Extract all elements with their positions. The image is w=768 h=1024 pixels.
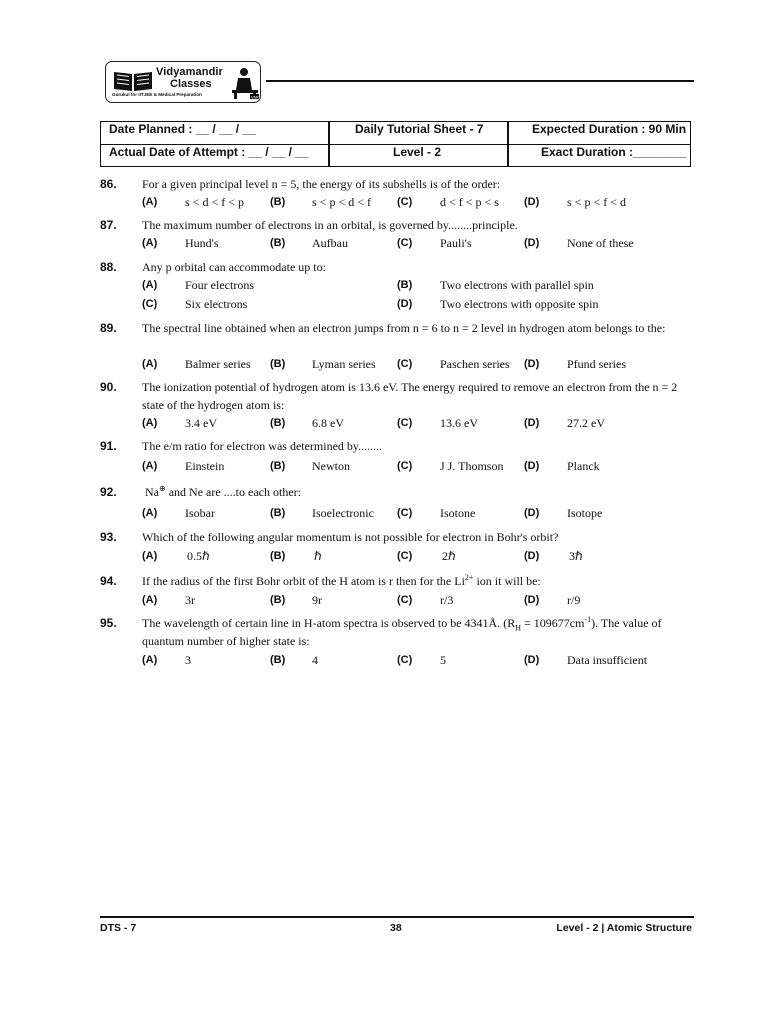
option-label: (C)	[397, 196, 413, 208]
option-text: Six electrons	[185, 297, 248, 311]
logo-tagline: Gurukul for IITJEE & Medical Preparation	[112, 92, 202, 97]
option-text: d < f < p < s	[440, 195, 499, 209]
question-text: Which of the following angular momentum is not possible for electron in Bohr's orbit?	[142, 530, 559, 544]
option-label: (A)	[142, 358, 158, 370]
sheet-title: Daily Tutorial Sheet - 7	[355, 122, 484, 136]
option-label: (D)	[524, 417, 540, 429]
option-text: Aufbau	[312, 236, 348, 250]
expected-duration: Expected Duration : 90 Min	[532, 122, 687, 136]
table-divider	[507, 122, 509, 166]
option-label: (B)	[270, 594, 286, 606]
option-label: (C)	[397, 550, 413, 562]
option-text: 2ℏ	[442, 549, 456, 563]
logo-name-line1: Vidyamandir	[156, 66, 223, 78]
option-label: (B)	[270, 196, 286, 208]
option-text: Balmer series	[185, 357, 251, 371]
option-text: Pfund series	[567, 357, 626, 371]
page-number: 38	[390, 922, 402, 934]
header-rule	[266, 80, 694, 82]
option-label: (A)	[142, 594, 158, 606]
option-label: (B)	[270, 550, 286, 562]
option-label: (A)	[142, 417, 158, 429]
option-label: (A)	[142, 507, 158, 519]
option-label: (D)	[524, 358, 540, 370]
option-text: Einstein	[185, 459, 225, 473]
option-text: 3	[185, 653, 191, 667]
footer-rule	[100, 916, 694, 918]
option-text: 3r	[185, 593, 195, 607]
option-text: None of these	[567, 236, 634, 250]
question-number: 93.	[100, 530, 117, 544]
option-text: Isobar	[185, 506, 215, 520]
option-label: (C)	[397, 417, 413, 429]
option-text: Two electrons with opposite spin	[440, 297, 599, 311]
question-number: 88.	[100, 260, 117, 274]
option-text: Isotone	[440, 506, 476, 520]
option-text: Two electrons with parallel spin	[440, 278, 594, 292]
option-label: (D)	[397, 298, 413, 310]
option-text: Lyman series	[312, 357, 376, 371]
option-label: (B)	[270, 358, 286, 370]
question-number: 94.	[100, 574, 117, 588]
option-label: (C)	[397, 594, 413, 606]
question-number: 90.	[100, 380, 117, 394]
option-text: 0.5ℏ	[187, 549, 210, 563]
option-text: 9r	[312, 593, 322, 607]
option-text: 13.6 eV	[440, 416, 478, 430]
option-text: Planck	[567, 459, 600, 473]
option-text: 5	[440, 653, 446, 667]
option-label: (D)	[524, 196, 540, 208]
option-label: (B)	[270, 460, 286, 472]
option-text: 6.8 eV	[312, 416, 344, 430]
option-label: (D)	[524, 237, 540, 249]
question-number: 89.	[100, 321, 117, 335]
option-label: (B)	[270, 417, 286, 429]
option-text: s < p < d < f	[312, 195, 371, 209]
option-label: (D)	[524, 654, 540, 666]
option-text: Four electrons	[185, 278, 254, 292]
option-text: 27.2 eV	[567, 416, 605, 430]
option-label: (B)	[270, 237, 286, 249]
option-text: Newton	[312, 459, 350, 473]
sheet-info-table	[100, 121, 691, 167]
option-text: Data insufficient	[567, 653, 648, 667]
option-text: 4	[312, 653, 318, 667]
option-label: (A)	[142, 550, 158, 562]
option-text: r/9	[567, 593, 581, 607]
question-number: 86.	[100, 177, 117, 191]
question-text: The maximum number of electrons in an orbital, is governed by........principle.	[142, 218, 518, 232]
actual-date: Actual Date of Attempt : __ / __ / __	[109, 145, 309, 159]
question-text: The spectral line obtained when an electron jumps from n = 6 to n = 2 level in hydrogen atom belongs to the:	[142, 321, 666, 335]
option-label: (B)	[397, 279, 413, 291]
question-number: 87.	[100, 218, 117, 232]
info-row-2	[101, 145, 690, 167]
question-text: The wavelength of certain line in H-atom spectra is observed to be 4341Å. $(R_H = 109677cm^{-1})$. The value of quantum number of higher state is:	[142, 615, 662, 648]
reader-figure-icon	[230, 66, 260, 100]
option-label: (C)	[142, 298, 158, 310]
question-number: 95.	[100, 616, 117, 630]
option-label: (C)	[397, 237, 413, 249]
option-text: Pauli's	[440, 236, 472, 250]
option-label: (B)	[270, 507, 286, 519]
option-text: r/3	[440, 593, 454, 607]
option-label: (D)	[524, 460, 540, 472]
question-text: The e/m ratio for electron was determined by........	[142, 439, 383, 453]
books-icon	[112, 68, 154, 92]
option-text: s < d < f < p	[185, 195, 244, 209]
question-number: 91.	[100, 439, 117, 453]
option-text: 3.4 eV	[185, 416, 217, 430]
option-label: (B)	[270, 654, 286, 666]
question-number: 92.	[100, 485, 117, 499]
footer-sheet-code: DTS - 7	[100, 922, 137, 934]
question-text: For a given principal level n = 5, the energy of its subshells is of the order:	[142, 177, 501, 191]
option-text: 3ℏ	[569, 549, 583, 563]
option-label: (D)	[524, 594, 540, 606]
option-label: (A)	[142, 237, 158, 249]
option-text: s < p < f < d	[567, 195, 626, 209]
institute-logo	[105, 61, 261, 103]
exact-duration: Exact Duration :________	[541, 145, 687, 159]
option-label: (C)	[397, 507, 413, 519]
footer-chapter: Level - 2 | Atomic Structure	[556, 922, 692, 934]
option-label: (A)	[142, 279, 158, 291]
option-label: (C)	[397, 358, 413, 370]
option-label: (A)	[142, 460, 158, 472]
question-text: Any p orbital can accommodate up to:	[142, 260, 326, 274]
date-planned: Date Planned : __ / __ / __	[109, 122, 256, 136]
option-text: ℏ	[314, 549, 322, 563]
question-text: The ionization potential of hydrogen atom is 13.6 eV. The energy required to remove an electron from the n = 2 state of the hydrogen atom is:	[142, 380, 678, 412]
option-text: Hund's	[185, 236, 219, 250]
option-text: Paschen series	[440, 357, 510, 371]
option-label: (A)	[142, 196, 158, 208]
option-label: (D)	[524, 550, 540, 562]
question-text: Na⊕ and Ne are ....to each other:	[145, 484, 301, 499]
logo-name-line2: Classes	[170, 78, 212, 90]
table-divider	[328, 122, 330, 166]
svg-text:VMC: VMC	[251, 94, 260, 100]
info-row-1	[101, 122, 690, 145]
option-text: Isotope	[567, 506, 603, 520]
option-label: (A)	[142, 654, 158, 666]
option-label: (C)	[397, 654, 413, 666]
option-label: (D)	[524, 507, 540, 519]
option-text: Isoelectronic	[312, 506, 374, 520]
option-label: (C)	[397, 460, 413, 472]
question-text: If the radius of the first Bohr orbit of the H atom is r then for the $Li^{2+}$ ion it will be:	[142, 573, 541, 588]
option-text: J J. Thomson	[440, 459, 504, 473]
level: Level - 2	[393, 145, 442, 159]
